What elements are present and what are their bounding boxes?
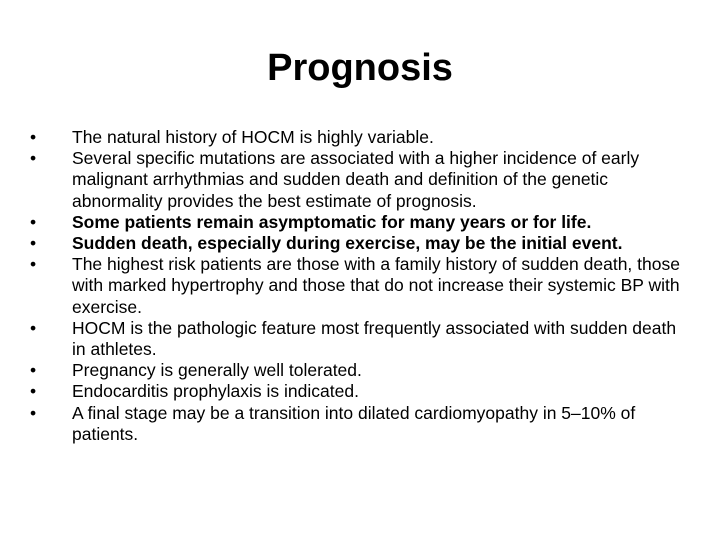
bullet-item — [30, 127, 690, 148]
bullet-marker: • — [30, 211, 37, 232]
bullet-marker: • — [30, 254, 37, 275]
bullet-marker: • — [30, 402, 37, 423]
bullet-text: Several specific mutations are associated with a higher incidence of early malignant arrhythmias and sudden death and definition of the genetic abnormality provides the best estimate of prognosis. — [72, 148, 640, 211]
bullet-text: Endocarditis prophylaxis is indicated. — [72, 381, 359, 402]
bullet-item — [30, 360, 690, 381]
bullet-marker: • — [30, 317, 37, 338]
bullet-item — [30, 381, 690, 402]
bullet-item — [30, 212, 690, 233]
bullet-text: Some patients remain asymptomatic for many years or for life. — [72, 211, 592, 232]
bullet-item — [30, 403, 690, 445]
bullet-marker: • — [30, 233, 37, 254]
bullet-text: Pregnancy is generally well tolerated. — [72, 360, 362, 381]
slide-title: Prognosis — [267, 47, 453, 89]
bullet-text: HOCM is the pathologic feature most frequently associated with sudden death in athletes. — [72, 317, 677, 360]
bullet-item — [30, 318, 690, 360]
bullet-item — [30, 148, 690, 212]
bullet-marker: • — [30, 381, 37, 402]
bullet-item — [30, 233, 690, 254]
bullet-text: Sudden death, especially during exercise, may be the initial event. — [72, 233, 623, 254]
bullet-marker: • — [30, 127, 37, 147]
bullet-text: The highest risk patients are those with a family history of sudden death, those with marked hypertrophy and those that do not increase their systemic BP with exercise. — [72, 254, 680, 317]
bullet-text: The natural history of HOCM is highly variable. — [72, 127, 434, 147]
bullet-marker: • — [30, 360, 37, 381]
bullet-marker: • — [30, 148, 37, 169]
bullet-list — [30, 127, 690, 445]
bullet-item — [30, 254, 690, 318]
bullet-text: A final stage may be a transition into dilated cardiomyopathy in 5–10% of patients. — [72, 402, 636, 444]
